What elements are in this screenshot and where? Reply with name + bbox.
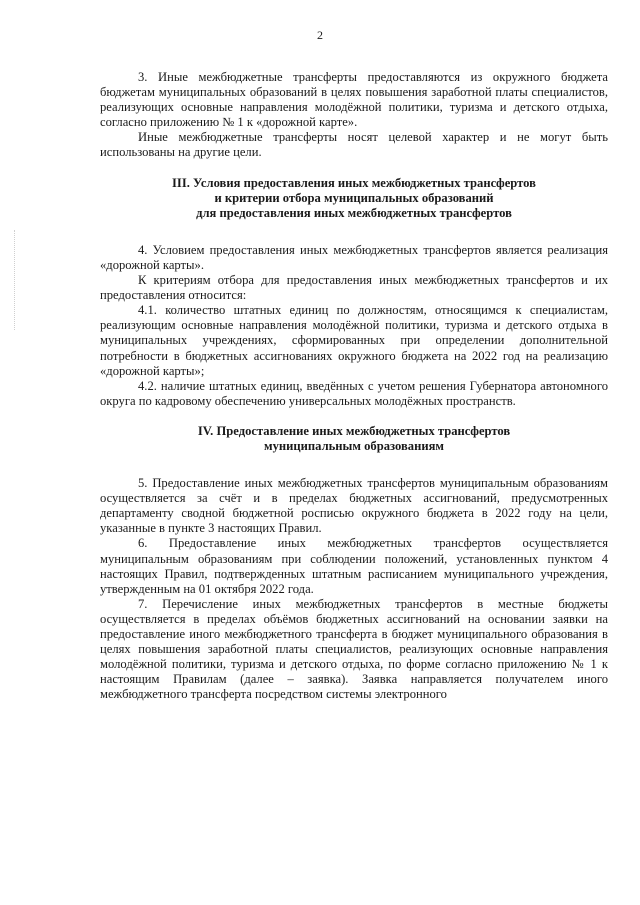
paragraph-6: 6. Предоставление иных межбюджетных трансфертов осуществляется муниципальным образованиям при соблюдении положений, установленных пунктом 4 настоящих Правил, подтвержденных штатным расписанием муниципального учреждения, утвержденным на 01 октября 2022 года.	[100, 536, 608, 596]
paragraph-5: 5. Предоставление иных межбюджетных трансфертов муниципальным образованиям осуществляется за счёт и в пределах бюджетных ассигнований, предусмотренных департаменту сводной бюджетной росписью окружного бюджета в 2022 году на цели, указанные в пункте 3 настоящих Правил.	[100, 476, 608, 536]
scan-margin-marks	[14, 230, 17, 330]
paragraph-3: 3. Иные межбюджетные трансферты предоставляются из окружного бюджета бюджетам муниципальных образований в целях повышения заработной платы специалистов, реализующих основные направления молодёжной политики, туризма и детского отдыха, согласно приложению № 1 к «дорожной карте».	[100, 70, 608, 130]
section-3-heading	[100, 176, 608, 221]
section-4-heading-line-2: муниципальным образованиям	[264, 438, 444, 453]
document-body	[100, 70, 608, 702]
section-4-heading-line-1: IV. Предоставление иных межбюджетных трансфертов	[197, 423, 511, 438]
paragraph-3-note: Иные межбюджетные трансферты носят целевой характер и не могут быть использованы на другие цели.	[100, 130, 608, 160]
paragraph-4-1: 4.1. количество штатных единиц по должностям, относящимся к специалистам, реализующим основные направления молодёжной политики, туризма и детского отдыха в муниципальных учреждениях, сформированных при определении дополнительной потребности в бюджетных ассигнованиях окружного бюджета на 2022 год на реализацию «дорожной карты»;	[100, 303, 608, 378]
paragraph-4-2: 4.2. наличие штатных единиц, введённых с учетом решения Губернатора автономного округа по кадровому обеспечению универсальных молодёжных пространств.	[100, 378, 608, 408]
paragraph-criteria: К критериям отбора для предоставления иных межбюджетных трансфертов и их предоставления относится:	[100, 273, 608, 303]
paragraph-7: 7. Перечисление иных межбюджетных трансфертов в местные бюджеты осуществляется в пределах объёмов бюджетных ассигнований на основании заявки на предоставление иного межбюджетного трансферта в бюджет муниципального образования в целях повышения заработной платы специалистов, реализующих основные направления молодёжной политики, туризма и детского отдыха, по форме согласно приложению № 1 к настоящим Правилам (далее – заявка). Заявка направляется получателем иного межбюджетного трансферта посредством системы электронного	[100, 596, 608, 702]
section-3-heading-line-3: для предоставления иных межбюджетных трансфертов	[196, 205, 512, 220]
section-3-heading-line-1: III. Условия предоставления иных межбюджетных трансфертов	[172, 175, 536, 190]
page-number: 2	[317, 28, 323, 42]
paragraph-4: 4. Условием предоставления иных межбюджетных трансфертов является реализация «дорожной карты».	[100, 242, 608, 272]
section-4-heading	[100, 424, 608, 454]
section-3-heading-line-2: и критерии отбора муниципальных образований	[214, 190, 494, 205]
